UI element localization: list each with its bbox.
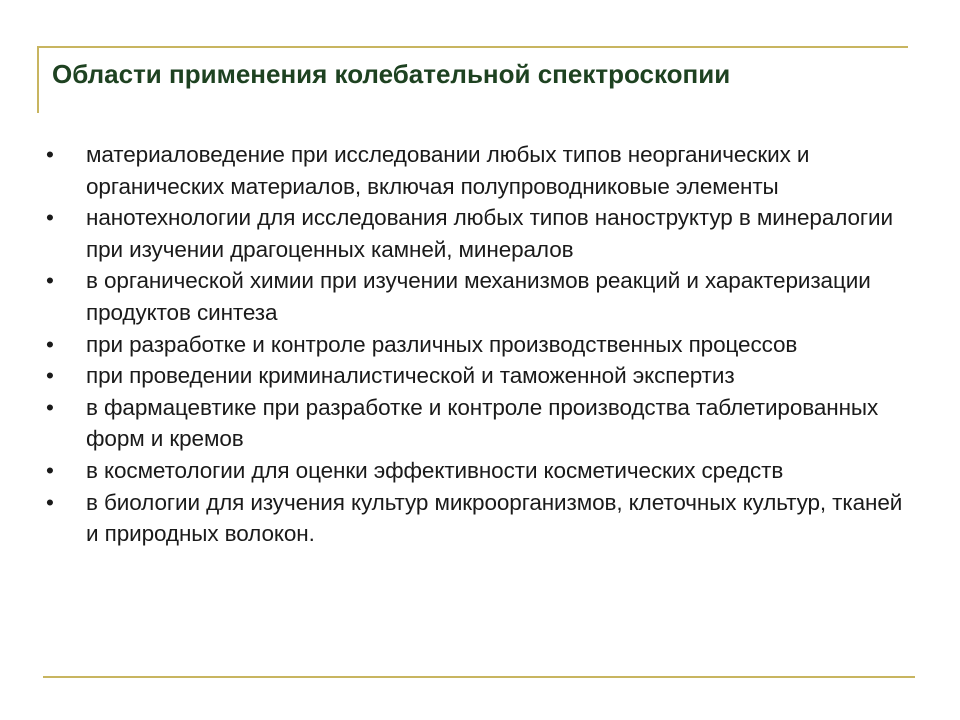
title-rule-top	[37, 46, 908, 48]
bullet-text: материаловедение при исследовании любых типов неорганических и органических материалов, включая полупроводниковые элементы	[86, 142, 810, 199]
bullet-item-organic-chemistry	[46, 265, 906, 328]
slide-title: Области применения колебательной спектроскопии	[52, 59, 731, 89]
bullet-text: в органической химии при изучении механизмов реакций и характеризации продуктов синтеза	[86, 268, 871, 325]
bullet-item-forensics	[46, 360, 906, 392]
bullet-item-pharmaceutics	[46, 392, 906, 455]
bullet-dot: •	[46, 363, 54, 389]
bullet-text: при проведении криминалистической и таможенной экспертиз	[86, 363, 735, 389]
title-rule-left	[37, 46, 39, 113]
bullet-dot: •	[46, 331, 54, 357]
bullet-dot: •	[46, 489, 54, 515]
bullet-list	[46, 139, 906, 550]
bullet-text: в косметологии для оценки эффективности косметических средств	[86, 457, 784, 483]
bullet-dot: •	[46, 205, 54, 231]
bullet-dot: •	[46, 142, 54, 167]
bullet-dot: •	[46, 394, 54, 420]
bullet-text: при разработке и контроле различных производственных процессов	[86, 331, 798, 357]
bullet-text: в фармацевтике при разработке и контроле производства таблетированных форм и кремов	[86, 394, 879, 452]
bullet-dot: •	[46, 268, 54, 294]
bullet-item-biology	[46, 487, 906, 550]
bullet-text: в биологии для изучения культур микроорганизмов, клеточных культур, тканей и природных волокон.	[86, 489, 903, 547]
bullet-item-materials	[46, 139, 906, 202]
bullet-item-production	[46, 329, 906, 361]
bullet-item-nanotech	[46, 202, 906, 265]
bottom-rule	[43, 676, 915, 678]
bullet-dot: •	[46, 457, 54, 483]
bullet-text: нанотехнологии для исследования любых типов наноструктур в минералогии при изучении драгоценных камней, минералов	[86, 205, 893, 262]
bullet-item-cosmetology	[46, 455, 906, 487]
